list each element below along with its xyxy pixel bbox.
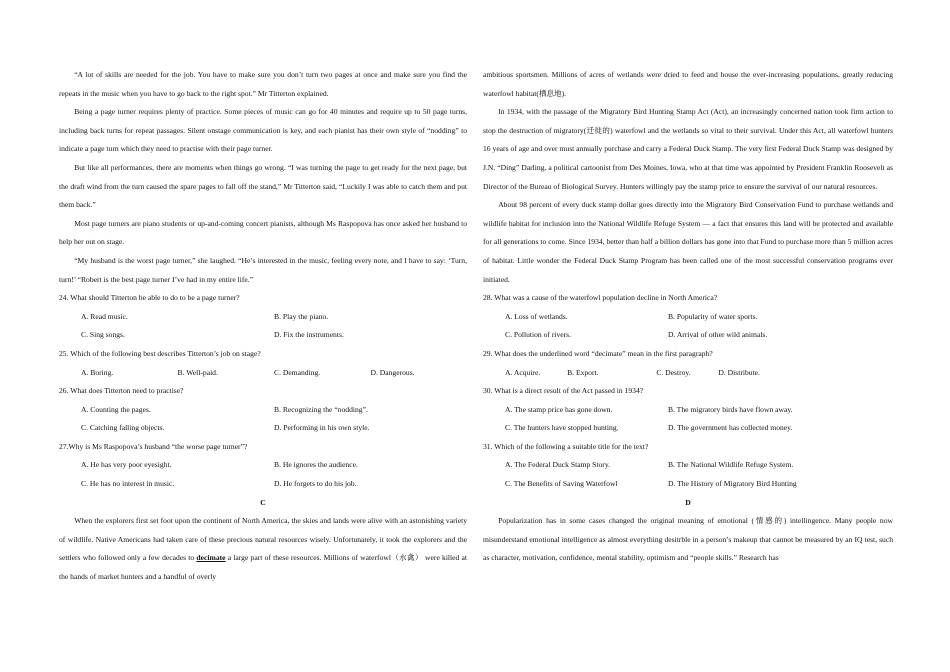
- option-30b: B. The migratory birds have flown away.: [667, 404, 793, 414]
- option-27d: D. He forgets to do his job.: [274, 479, 357, 489]
- option-26a: A. Counting the pages.: [81, 404, 151, 414]
- option-26d: D. Performing in his own style.: [274, 423, 370, 433]
- option-28a: A. Loss of wetlands.: [505, 311, 568, 321]
- option-25d: D. Dangerous.: [370, 367, 415, 377]
- option-29c: C. Destroy.: [656, 367, 691, 377]
- options-24-row1: [59, 308, 467, 327]
- option-26b: B. Recognizing the “nodding”.: [274, 404, 368, 414]
- section-heading-d: D: [685, 497, 691, 507]
- option-27a: A. He has very poor eyesight.: [81, 460, 172, 470]
- option-26c: C. Catching falling objects.: [81, 423, 165, 433]
- passage-c-paragraph: [59, 512, 467, 586]
- option-29b: B. Export.: [567, 367, 599, 377]
- passage-c-text-start: When the explorers first set foot upon the continent of North America, the skies and lands were alive with an astonishing variety of wildlife. Native Americans had taken care of these precious natural resources wisely. Unfortunately, it took the explorers and the settlers who followed only a few decades to: [59, 516, 467, 563]
- option-24b: B. Play the piano.: [274, 311, 329, 321]
- right-column: [483, 66, 893, 568]
- option-28d: D. Arrival of other wild animals.: [667, 330, 768, 340]
- passage-paragraph: About 98 percent of every duck stamp dollar goes directly into the Migratory Bird Conservation Fund to purchase wetlands and wildlife habitat for inclusion into the National Wildlife Refuge System — a fact that ensures this land will be protected and available for all generations to come. Since 1934, better than half a billion dollars has gone into that Fund to purchase more than 5 million acres of habitat. Little wonder the Federal Duck Stamp Program has been called one of the most successful conservation programs ever initiated.: [483, 200, 893, 284]
- passage-continuation: ambitious sportsmen. Millions of acres of wetlands were dried to feed and house the ever-increasing populations, greatly reducing waterfowl habitat(栖息地).: [483, 70, 893, 98]
- passage-c-text-end: a large part of these resources. Millions of waterfowl（水禽） were killed at the hands of market hunters and a handful of overly: [59, 553, 467, 582]
- option-30a: A. The stamp price has gone down.: [505, 404, 613, 414]
- options-31-row2: [483, 475, 893, 494]
- question-27: 27.Why is Ms Raspopova’s husband “the worse page turner”?: [59, 441, 248, 451]
- option-27c: C. He has no interest in music.: [81, 479, 175, 489]
- option-25a: A. Boring.: [81, 367, 114, 377]
- option-28b: B. Popularity of water sports.: [667, 311, 758, 321]
- options-31-row1: [483, 456, 893, 475]
- options-30-row1: [483, 401, 893, 420]
- left-column: [59, 66, 467, 587]
- option-29a: A. Acquire.: [505, 367, 541, 377]
- options-27-row1: [59, 456, 467, 475]
- options-29: [483, 364, 893, 383]
- passage-paragraph: Most page turners are piano students or up-and-coming concert pianists, although Ms Raspopova has once asked her husband to help her out on stage.: [59, 218, 467, 247]
- option-24d: D. Fix the instruments.: [274, 330, 344, 340]
- option-25c: C. Demanding.: [274, 367, 321, 377]
- options-28-row2: [483, 326, 893, 345]
- passage-paragraph: Being a page turner requires plenty of practice. Some pieces of music can go for 40 minutes and require up to 50 page turns, including back turns for repeat passages. Silent onstage communication is key, and each pianist has their own style of “nodding” to indicate a page turn which they need to practise with their page turner.: [59, 107, 467, 154]
- question-25: 25. Which of the following best describes Titterton’s job on stage?: [59, 348, 261, 358]
- question-29: 29. What does the underlined word “decimate” mean in the first paragraph?: [483, 348, 713, 358]
- question-26: 26. What does Titterton need to practise?: [59, 386, 184, 396]
- option-28c: C. Pollution of rivers.: [505, 330, 572, 340]
- passage-paragraph: “My husband is the worst page turner,” she laughed. “He’s interested in the music, feeling every note, and I have to say: ‘Turn, turn!’ “Robert is the best page turner I’ve had in my entire life.”: [59, 255, 467, 284]
- option-31d: D. The History of Migratory Bird Hunting: [667, 479, 797, 489]
- options-27-row2: [59, 475, 467, 494]
- option-24a: A. Read music.: [81, 311, 128, 321]
- question-31: 31. Which of the following a suitable title for the text?: [483, 441, 649, 451]
- passage-paragraph: In 1934, with the passage of the Migratory Bird Hunting Stamp Act (Act), an increasingly concerned nation took firm action to stop the destruction of migratory(迁徙的) waterfowl and the wetlands so vital to their survival. Under this Act, all waterfowl hunters 16 years of age and over must annually purchase and carry a Federal Duck Stamp. The very first Federal Duck Stamp was designed by J.N. “Ding” Darling, a political cartoonist from Des Moines, Iowa, who at that time was appointed by President Franklin Roosevelt as Director of the Bureau of Biological Survey. Hunters willingly pay the stamp price to ensure the survival of our natural resources.: [483, 107, 893, 191]
- option-24c: C. Sing songs.: [81, 330, 125, 340]
- section-heading-c: C: [260, 497, 266, 507]
- option-25b: B. Well-paid.: [177, 367, 218, 377]
- options-26-row1: [59, 401, 467, 420]
- option-31b: B. The National Wildlife Refuge System.: [667, 460, 794, 470]
- options-26-row2: [59, 419, 467, 438]
- question-28: 28. What was a cause of the waterfowl population decline in North America?: [483, 293, 718, 303]
- options-25: [59, 364, 467, 383]
- passage-paragraph: But like all performances, there are moments when things go wrong. “I was turning the page to get ready for the next page, but the draft wind from the turn caused the spare pages to fall off the stand,” Mr Titterton said, “Luckily I was able to catch them and put them back.”: [59, 162, 467, 210]
- option-30d: D. The government has collected money.: [667, 423, 793, 433]
- option-31c: C. The Benefits of Saving Waterfowl: [505, 479, 618, 489]
- passage-d-paragraph: Popularization has in some cases changed the original meaning of emotional (情感的) intellingence. Many people now misunderstand emotional intelligence as almost everything desitrble in a person’s makeup that cannot be measured by an IQ test, such as character, motivation, confidence, mental stability, optimism and “people skills.” Research has: [483, 516, 893, 563]
- option-29d: D. Distribute.: [718, 367, 760, 377]
- option-30c: C. The hunters have stopped hunting.: [505, 423, 619, 433]
- passage-paragraph: “A lot of skills are needed for the job. You have to make sure you don’t turn two pages at once and make sure you find the repeats in the music when you have to go back to the right spot.” Mr Titterton explained.: [59, 70, 467, 98]
- question-24: 24. What should Titterton be able to do to be a page turner?: [59, 293, 240, 303]
- underlined-word: decimate: [196, 553, 226, 563]
- question-30: 30. What is a direct result of the Act passed in 1934?: [483, 386, 644, 396]
- option-27b: B. He ignores the audience.: [274, 460, 358, 470]
- options-28-row1: [483, 308, 893, 327]
- options-30-row2: [483, 419, 893, 438]
- options-24-row2: [59, 326, 467, 345]
- option-31a: A. The Federal Duck Stamp Story.: [505, 460, 611, 470]
